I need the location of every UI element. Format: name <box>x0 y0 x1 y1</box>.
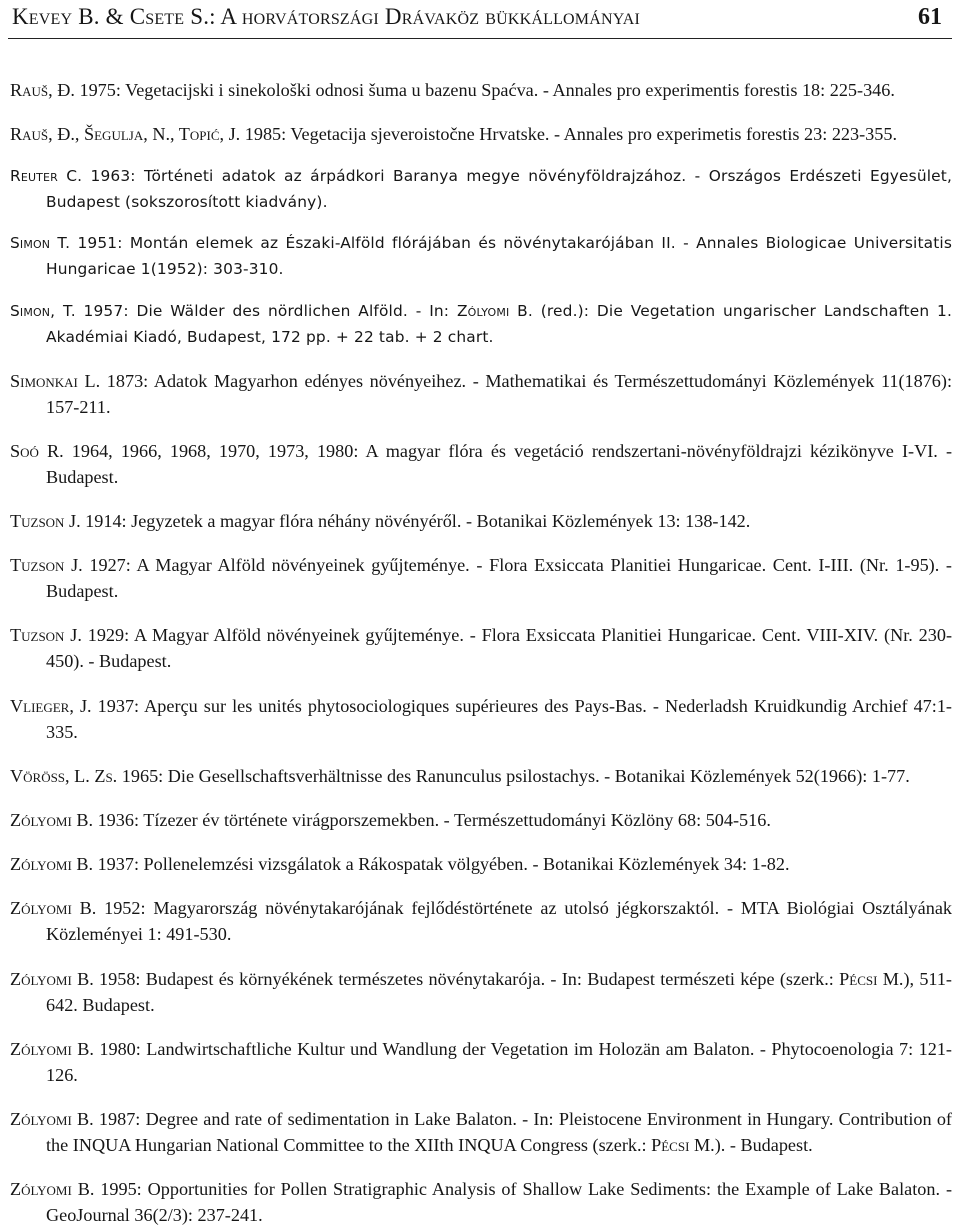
reference-entry <box>10 298 952 350</box>
reference-list <box>10 59 952 1228</box>
reference-author: Zólyomi B. <box>10 898 97 919</box>
reference-text: 1937: Aperçu sur les unités phytosociologiques supérieures des Pays-Bas. - Nederladsh Kruidkundig Archief 47:1- 335. <box>46 695 952 742</box>
reference-text: 1965: Die Gesellschaftsverhältnisse des Ranunculus psilostachys. - Botanikai Közlemények 52(1966): 1-77. <box>117 765 910 786</box>
reference-author: Tuzson J. <box>10 511 81 532</box>
reference-author: Soó R. <box>10 440 64 461</box>
reference-entry <box>10 552 952 604</box>
reference-inline-author: Pécsi M. <box>839 968 904 989</box>
reference-entry <box>10 763 952 789</box>
reference-entry <box>10 368 952 420</box>
reference-entry <box>10 851 952 877</box>
reference-author: Zólyomi B. <box>10 1108 94 1129</box>
reference-entry <box>10 1176 952 1228</box>
reference-text: 1980: Landwirtschaftliche Kultur und Wandlung der Vegetation im Holozän am Balaton. - Phytocoenologia 7: 121-126. <box>46 1038 952 1085</box>
reference-author: Simon, T. <box>10 301 76 320</box>
reference-text: 1958: Budapest és környékének természetes növénytakarója. - In: Budapest természeti képe (szerk.: <box>93 968 840 989</box>
reference-text-continued: ). - Budapest. <box>714 1134 813 1155</box>
reference-text: 1952: Magyarország növénytakarójának fejlődéstörténete az utolsó jégkorszaktól. - MTA Biológiai Osztályának Közleményei 1: 491-530. <box>46 898 952 945</box>
reference-entry <box>10 163 952 215</box>
reference-entry <box>10 895 952 947</box>
reference-text: 1873: Adatok Magyarhon edényes növényeihez. - Mathematikai és Természettudományi Közlemények 11(1876): 157-211. <box>46 370 952 417</box>
reference-text: 1957: Die Wälder des nördlichen Alföld. - In: <box>75 301 457 320</box>
page-number: 61 <box>918 4 942 30</box>
reference-author: Zólyomi B. <box>10 810 94 831</box>
header-rule <box>8 38 952 39</box>
reference-entry <box>10 121 952 147</box>
reference-author: Zólyomi B. <box>10 968 94 989</box>
reference-text-continued: ), 511-642. Budapest. <box>46 968 952 1015</box>
reference-entry <box>10 622 952 674</box>
reference-text: 1975: Vegetacijski i sinekološki odnosi šuma u bazenu Spaćva. - Annales pro experimentis forestis 18: 225-346. <box>74 80 895 101</box>
reference-inline-author: Zólyomi B. <box>456 301 533 320</box>
reference-author: Rauš, Đ., Šegulja, N., Topić, J. <box>10 124 241 145</box>
reference-author: Vöröss, L. Zs. <box>10 765 118 786</box>
reference-text: 1951: Montán elemek az Északi-Alföld flórájában és növénytakarójában II. - Annales Biologicae Universitatis Hungaricae 1(1952): 303-310. <box>46 234 952 279</box>
reference-text: 1914: Jegyzetek a magyar flóra néhány növényéről. - Botanikai Közlemények 13: 138-142. <box>80 511 751 532</box>
reference-entry <box>10 966 952 1018</box>
reference-author: Vlieger, J. <box>10 695 92 716</box>
reference-text: 1927: A Magyar Alföld növényeinek gyűjteménye. - Flora Exsiccata Planitiei Hungaricae. Cent. I-III. (Nr. 1-95). - Budapest. <box>46 555 952 602</box>
reference-entry <box>10 693 952 745</box>
reference-text: 1963: Történeti adatok az árpádkori Baranya megye növényföldrajzához. - Országos Erdészeti Egyesület, Budapest (sokszorosított kiadvány). <box>46 166 953 211</box>
reference-text: 1985: Vegetacija sjeveroistočne Hrvatske. - Annales pro experimetis forestis 23: 223-355. <box>240 124 897 145</box>
reference-entry <box>10 77 952 103</box>
reference-author: Tuzson J. <box>10 555 83 576</box>
reference-author: Tuzson J. <box>10 625 82 646</box>
reference-entry <box>10 1036 952 1088</box>
reference-author: Zólyomi B. <box>10 854 94 875</box>
reference-author: Simonkai L. <box>10 370 101 391</box>
running-header <box>12 2 942 32</box>
reference-author: Reuter C. <box>10 166 83 185</box>
reference-inline-author: Pécsi M. <box>651 1134 715 1155</box>
reference-text: 1936: Tízezer év története virágporszemekben. - Természettudományi Közlöny 68: 504-516. <box>93 810 771 831</box>
reference-entry <box>10 438 952 490</box>
reference-entry <box>10 230 952 282</box>
reference-text: 1929: A Magyar Alföld növényeinek gyűjteménye. - Flora Exsiccata Planitiei Hungaricae. Cent. VIII-XIV. (Nr. 230-450). - Budapest. <box>46 625 952 672</box>
reference-text: 1937: Pollenelemzési vizsgálatok a Rákospatak völgyében. - Botanikai Közlemények 34: 1-82. <box>93 854 790 875</box>
reference-author: Zólyomi B. <box>10 1038 94 1059</box>
reference-author: Rauš, Đ. <box>10 80 75 101</box>
reference-text: 1964, 1966, 1968, 1970, 1973, 1980: A magyar flóra és vegetáció rendszertani-növényföldrajzi kézikönyve I-VI. - Budapest. <box>46 440 952 487</box>
reference-text: 1987: Degree and rate of sedimentation in Lake Balaton. - In: Pleistocene Environment in Hungary. Contribution of the INQUA Hungarian National Committee to the XIIth INQUA Congress (szerk.: <box>46 1108 952 1155</box>
reference-entry <box>10 508 952 534</box>
reference-author: Zólyomi B. <box>10 1179 95 1200</box>
reference-author: Simon T. <box>10 234 71 253</box>
reference-text: 1995: Opportunities for Pollen Stratigraphic Analysis of Shallow Lake Sediments: the Example of Lake Balaton. - GeoJournal 36(2/3): 237-241. <box>46 1179 952 1226</box>
running-title: Kevey B. & Csete S.: A horvátországi Drávaköz bükkállományai <box>12 4 640 29</box>
reference-text-continued: (red.): Die Vegetation ungarischer Landschaften 1. Akadémiai Kiadó, Budapest, 172 pp. + 22 tab. + 2 chart. <box>46 301 953 346</box>
reference-entry <box>10 807 952 833</box>
reference-entry <box>10 1106 952 1158</box>
